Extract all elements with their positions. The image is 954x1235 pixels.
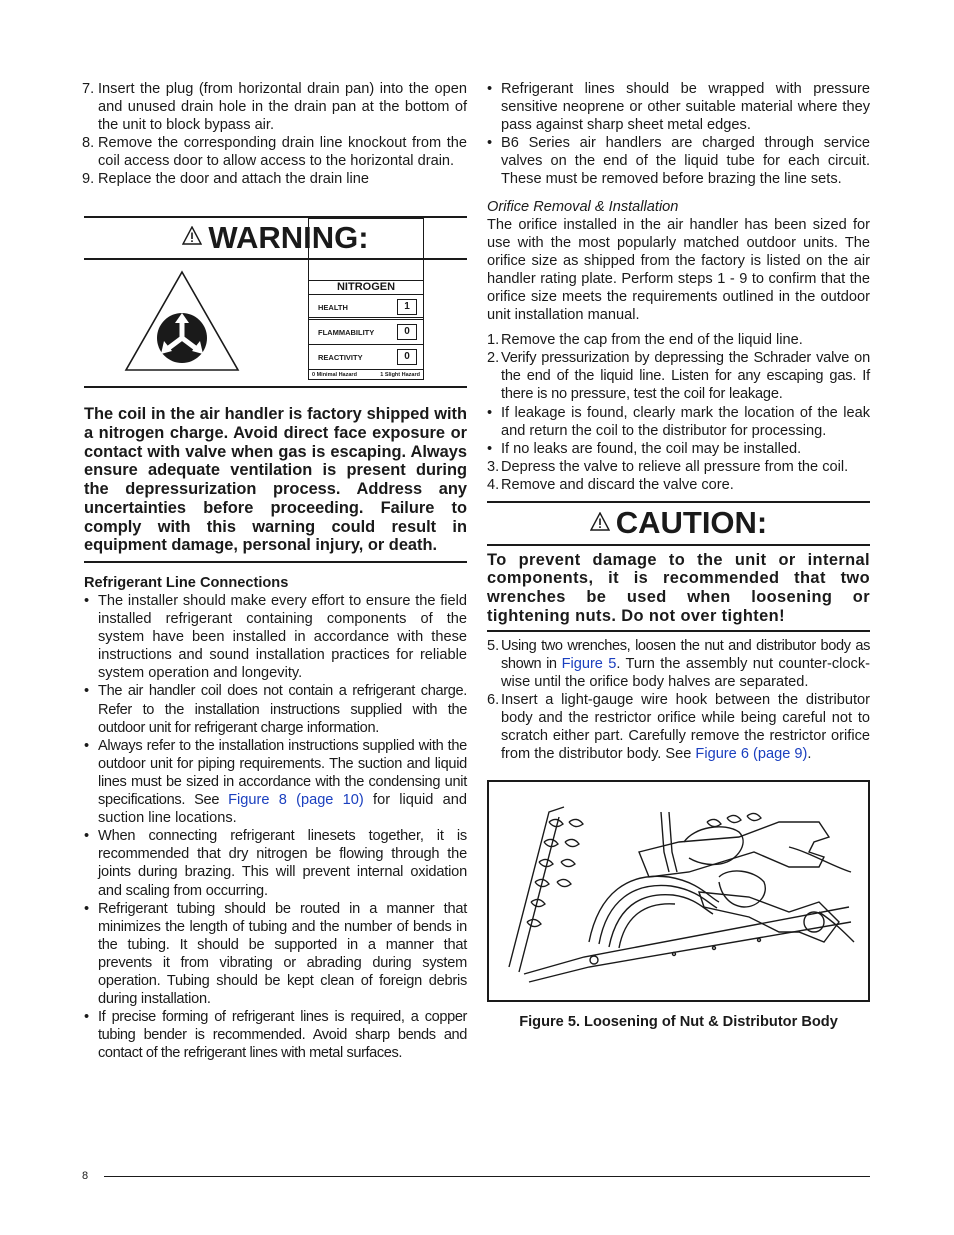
bullet-item: • Refrigerant lines should be wrapped with pressure sensitive neoprene or other suitable material where they pass against sharp sheet metal edges. — [487, 81, 870, 134]
health-row: HEALTH 1 — [309, 295, 423, 320]
warning-heading: WARNING: — [84, 218, 467, 261]
step-9: 9. Replace the door and attach the drain line — [82, 171, 369, 188]
orifice-heading: Orifice Removal & Installation — [487, 198, 679, 215]
orifice-text: The orifice installed in the air handler has been sized for use with the most popularly matched outdoor units. The orifice size as shipped from the factory is listed on the air handler rating plate. Perform steps 1 - 9 to confirm that the orifice size meets the requirements outlined in the outdoor unit installation manual. — [487, 216, 870, 324]
figure-5-link[interactable]: Figure 5 — [561, 655, 617, 672]
warning-triangle-icon — [182, 218, 202, 254]
step-7: 7. Insert the plug (from horizontal drain pan) into the open and unused drain hole in the drain pan at the bottom of the unit to block bypass air. — [82, 81, 467, 134]
figure-5-caption: Figure 5. Loosening of Nut & Distributor Body — [519, 1014, 838, 1031]
step-item: • If no leaks are found, the coil may be installed. — [487, 440, 802, 457]
step-item: 2. Verify pressurization by depressing the Schrader valve on the end of the liquid line. Listen for any escaping gas. If there is no pressure, test the coil for leakage. — [487, 350, 870, 403]
step-8: 8. Remove the corresponding drain line knockout from the coil access door to allow access to the horizontal drain. — [82, 135, 467, 170]
figure-5-box — [487, 780, 870, 1002]
caution-triangle-icon — [590, 504, 610, 540]
bullet-item: • Refrigerant tubing should be routed in a manner that minimizes the length of tubing and the number of bends in the tubing. It should be supported in a manner that prevents it from vibrating or abrading during system operation. Tubing should be kept clean of foreign debris during installation. — [84, 900, 467, 1008]
loosen-steps — [487, 637, 870, 764]
refrigerant-heading: Refrigerant Line Connections — [84, 575, 289, 591]
hazard-legend: 0 Minimal Hazard 1 Slight Hazard — [312, 372, 420, 378]
reactivity-row: REACTIVITY 0 — [309, 345, 423, 370]
right-column — [487, 80, 870, 1030]
step-item: 3. Depress the valve to relieve all pressure from the coil. — [487, 458, 849, 475]
caution-text: To prevent damage to the unit or internal components, it is recommended that two wrenches be used when loosening or tightening nuts. Do not over tighten! — [487, 551, 870, 632]
left-column — [84, 80, 467, 1062]
flammability-row: FLAMMABILITY 0 — [309, 320, 423, 345]
bullet-item: • Always refer to the installation instructions supplied with the outdoor unit for piping requirements. The suction and liquid lines must be sized in accordance with the condensing unit specifications. See Figure 8 (page 10) for liquid and suction line locations. — [84, 737, 467, 827]
refrigerant-bullets — [84, 592, 467, 1062]
caution-box — [487, 501, 870, 632]
page-number: 8 — [82, 1170, 89, 1182]
bullet-item: • When connecting refrigerant linesets together, it is recommended that dry nitrogen be flowing through the joints during brazing. This will prevent internal oxidation and scaling from occurring. — [84, 828, 467, 899]
nitrogen-title: NITROGEN — [309, 281, 423, 295]
bullet-item: • If precise forming of refrigerant lines is required, a copper tubing bender is recommended. Avoid sharp bends and contact of the refrigerant lines with metal surfaces. — [84, 1009, 467, 1062]
step-item: 1. Remove the cap from the end of the liquid line. — [487, 332, 803, 349]
footer-rule — [104, 1176, 870, 1177]
orifice-steps — [487, 331, 870, 494]
drain-steps — [84, 80, 467, 189]
step-item: • If leakage is found, clearly mark the location of the leak and return the coil to the distributor for processing. — [487, 404, 870, 439]
caution-heading: CAUTION: — [487, 503, 870, 546]
bullet-item: • The air handler coil does not contain a refrigerant charge. Refer to the installation instructions supplied with the outdoor unit for refrigerant charge information. — [84, 683, 467, 736]
step-5: 5. Using two wrenches, loosen the nut and distributor body as shown in Figure 5. Turn the assembly nut counter-clock-wise until the orifice body halves are separated. — [487, 637, 870, 690]
bullet-item: • B6 Series air handlers are charged through service valves on the end of the liquid tube for each circuit. These must be removed before brazing the line sets. — [487, 135, 870, 188]
step-item: 4. Remove and discard the valve core. — [487, 476, 734, 493]
wrench-illustration-image — [489, 782, 868, 1000]
hazard-triangle-icon — [124, 270, 240, 373]
nitrogen-hazard-table — [308, 280, 424, 380]
figure-6-link[interactable]: Figure 6 (page 9) — [695, 746, 808, 763]
warning-text: The coil in the air handler is factory shipped with a nitrogen charge. Avoid direct face exposure or contact with valve when gas is escaping. Always ensure adequate ventilation is present during the depressurization process. Address any uncertainties before proceeding. Failure to comply with this warning could result in equipment damage, personal injury, or death. — [84, 405, 467, 563]
step-6: 6. Insert a light-gauge wire hook between the distributor body and the restrictor orifice while being careful not to scratch either part. Carefully remove the restrictor orifice from the distributor body. See Figure 6 (page 9). — [487, 691, 870, 763]
figure-8-link[interactable]: Figure 8 (page 10) — [228, 792, 364, 809]
bullet-item: • The installer should make every effort to ensure the field installed refrigerant containing components of the system have been installed in accordance with these instructions and sound installation practices for reliable system operation and longevity. — [84, 593, 467, 682]
